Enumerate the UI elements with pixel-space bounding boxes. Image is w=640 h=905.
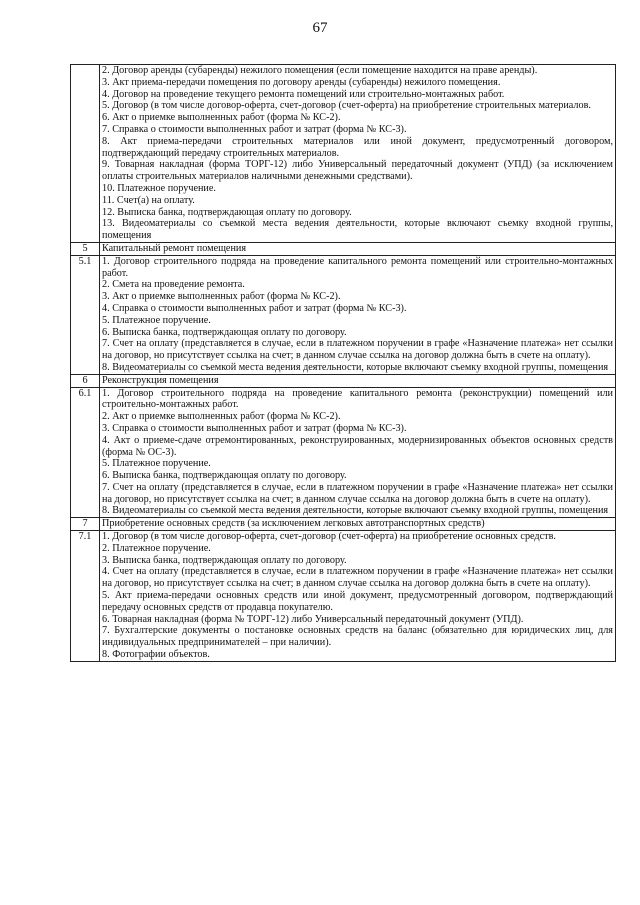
- list-item: 9. Товарная накладная (форма ТОРГ-12) либо Универсальный передаточный документ (УПД) (за исключением оплаты строительных материалов наличными денежными средствами).: [102, 159, 613, 183]
- row-number: 5.1: [71, 255, 100, 374]
- table-row: [71, 518, 616, 531]
- row-number: 7: [71, 518, 100, 531]
- table-row: [71, 242, 616, 255]
- list-item: 8. Акт приема-передачи строительных материалов или иной документ, предусмотренный договором, подтверждающий передачу строительных материалов.: [102, 135, 613, 159]
- list-item: 3. Акт о приемке выполненных работ (форма № КС-2).: [102, 291, 341, 303]
- list-item: 7. Счет на оплату (представляется в случае, если в платежном поручении в графе «Назначение платежа» нет ссылки на договор, но присутствует ссылка на счет; в данном случае ссылка на договор должна быть в счете на оплату).: [102, 481, 613, 505]
- list-item: 2. Смета на проведение ремонта.: [102, 279, 245, 291]
- list-item: 8. Фотографии объектов.: [102, 649, 210, 661]
- list-item: 13. Видеоматериалы со съемкой места ведения деятельности, которые включают съемку входной группы, помещения: [102, 218, 613, 242]
- list-item: 3. Справка о стоимости выполненных работ и затрат (форма № КС-3).: [102, 422, 407, 434]
- list-item: 4. Договор на проведение текущего ремонта помещений или строительно-монтажных работ.: [102, 88, 505, 100]
- list-item: 4. Счет на оплату (представляется в случае, если в платежном поручении в графе «Назначение платежа» нет ссылки на договор, но присутствует ссылка на счет; в данном случае ссылка на договор должна быть в счете на оплату).: [102, 566, 613, 590]
- table-row: [71, 65, 616, 243]
- row-number: 6: [71, 374, 100, 387]
- list-item: 6. Товарная накладная (форма № ТОРГ-12) либо Универсальный передаточный документ (УПД).: [102, 613, 524, 625]
- list-item: 6. Акт о приемке выполненных работ (форма № КС-2).: [102, 112, 341, 124]
- documents-table: [70, 64, 616, 662]
- list-item: Приобретение основных средств (за исключением легковых автотранспортных средств): [102, 518, 485, 530]
- table-row: [71, 387, 616, 518]
- row-number: 6.1: [71, 387, 100, 518]
- table-row: [71, 374, 616, 387]
- list-item: 8. Видеоматериалы со съемкой места ведения деятельности, которые включают съемку входной группы, помещения: [102, 361, 609, 373]
- row-content: [100, 374, 616, 387]
- table-row: [71, 531, 616, 662]
- list-item: 5. Договор (в том числе договор-оферта, счет-договор (счет-оферта) на приобретение строительных материалов.: [102, 100, 591, 112]
- list-item: 6. Выписка банка, подтверждающая оплату по договору.: [102, 326, 347, 338]
- list-item: 1. Договор строительного подряда на проведение капитального ремонта (реконструкции) помещений или строительно-монтажных работ.: [102, 387, 613, 411]
- row-content: [100, 387, 616, 518]
- list-item: 10. Платежное поручение.: [102, 182, 216, 194]
- list-item: 2. Акт о приемке выполненных работ (форма № КС-2).: [102, 411, 341, 423]
- list-item: 3. Выписка банка, подтверждающая оплату по договору.: [102, 554, 347, 566]
- row-content: [100, 255, 616, 374]
- list-item: 12. Выписка банка, подтверждающая оплату по договору.: [102, 206, 352, 218]
- list-item: 11. Счет(а) на оплату.: [102, 194, 195, 206]
- row-number: 5: [71, 242, 100, 255]
- list-item: 7. Справка о стоимости выполненных работ и затрат (форма № КС-3).: [102, 123, 407, 135]
- row-number: 7.1: [71, 531, 100, 662]
- list-item: 2. Договор аренды (субаренды) нежилого помещения (если помещение находится на праве аренды).: [102, 65, 538, 76]
- list-item: 7. Счет на оплату (представляется в случае, если в платежном поручении в графе «Назначение платежа» нет ссылки на договор, но присутствует ссылка на счет; в данном случае ссылка на договор должна быть в счете на оплату).: [102, 338, 613, 362]
- list-item: 2. Платежное поручение.: [102, 542, 211, 554]
- list-item: 5. Платежное поручение.: [102, 458, 211, 470]
- list-item: 7. Бухгалтерские документы о постановке основных средств на баланс (обязательно для юридических лиц, для индивидуальных предпринимателей – при наличии).: [102, 625, 613, 649]
- page-number: 67: [312, 20, 328, 36]
- list-item: 3. Акт приема-передачи помещения по договору аренды (субаренды) нежилого помещения.: [102, 76, 501, 88]
- table-row: [71, 255, 616, 374]
- list-item: 4. Акт о приеме-сдаче отремонтированных, реконструированных, модернизированных объектов основных средств (форма № ОС-3).: [102, 434, 613, 458]
- list-item: 4. Справка о стоимости выполненных работ и затрат (форма № КС-3).: [102, 302, 407, 314]
- list-item: Реконструкция помещения: [102, 374, 219, 386]
- row-content: [100, 518, 616, 531]
- list-item: 1. Договор строительного подряда на проведение капитального ремонта помещений или строительно-монтажных работ.: [102, 255, 613, 279]
- row-content: [100, 65, 616, 243]
- list-item: Капитальный ремонт помещения: [102, 242, 247, 254]
- row-content: [100, 242, 616, 255]
- list-item: 6. Выписка банка, подтверждающая оплату по договору.: [102, 470, 347, 482]
- list-item: 1. Договор (в том числе договор-оферта, счет-договор (счет-оферта) на приобретение основных средств.: [102, 531, 556, 543]
- list-item: 5. Акт приема-передачи основных средств или иной документ, предусмотренный договором, подтверждающий передачу основных средств от продавца покупателю.: [102, 590, 613, 613]
- row-content: [100, 531, 616, 662]
- list-item: 5. Платежное поручение.: [102, 314, 211, 326]
- list-item: 8. Видеоматериалы со съемкой места ведения деятельности, которые включают съемку входной группы, помещения: [102, 505, 609, 517]
- row-number: [71, 65, 100, 243]
